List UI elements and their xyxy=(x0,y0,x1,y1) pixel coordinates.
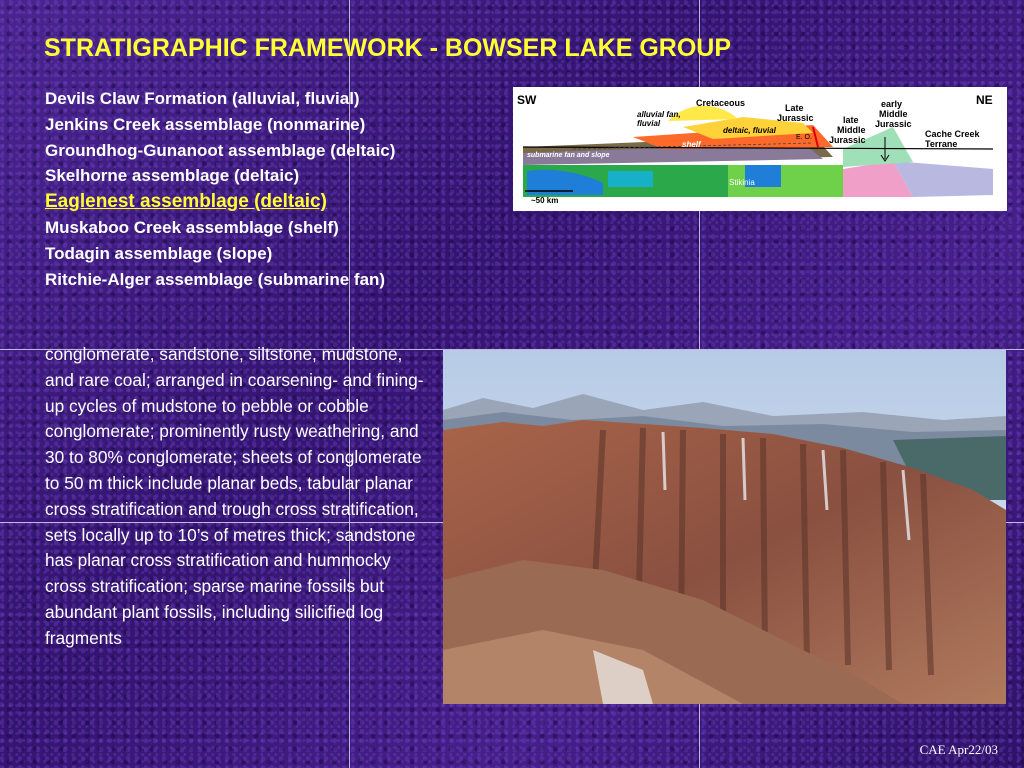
cs-label-shelf: shelf xyxy=(682,140,701,149)
unit-item: Todagin assemblage (slope) xyxy=(45,243,273,263)
unit-description: conglomerate, sandstone, siltstone, mudstone, and rare coal; arranged in coarsening- and fining-up cycles of mudstone to pebble or cobble conglomerate; prominently rusty weathering, and 30 to 80% conglomerate; sheets of conglomerate to 50 m thick include planar beds, tabular planar cross stratification and trough cross stratification, sets locally up to 10’s of metres thick; sandstone has planar cross stratification and hummocky cross stratification; sparse marine fossils but abundant plant fossils, including silicified log fragments xyxy=(45,344,424,648)
cs-label-stikinia: Stikinia xyxy=(729,178,755,187)
unit-item: Muskaboo Creek assemblage (shelf) xyxy=(45,217,339,237)
cs-label-late-mid: Middle xyxy=(837,125,866,135)
cs-label-ne: NE xyxy=(976,93,993,107)
cs-label-terrane: Terrane xyxy=(925,139,958,149)
cs-label-early-mid: early xyxy=(881,99,903,109)
slide-title: STRATIGRAPHIC FRAMEWORK - BOWSER LAKE GROUP xyxy=(44,34,732,62)
cs-label-deltaic: deltaic, fluvial xyxy=(723,126,776,135)
cs-label-fluvial: fluvial xyxy=(637,119,661,128)
cs-label-cretaceous: Cretaceous xyxy=(696,98,746,108)
unit-list xyxy=(45,86,395,292)
cs-label-submarine: submarine fan and slope xyxy=(527,152,610,159)
cs-label-cache-creek: Cache Creek xyxy=(925,129,980,139)
unit-item: Jenkins Creek assemblage (nonmarine) xyxy=(45,114,366,134)
footer-date: CAE Apr22/03 xyxy=(919,742,998,757)
cross-section-diagram xyxy=(513,87,1007,211)
outcrop-photo xyxy=(443,350,1006,704)
cs-label-eo: E. O. xyxy=(796,134,812,141)
cs-label-late: Late xyxy=(785,103,804,113)
cs-label-alluvial: alluvial fan, xyxy=(637,110,681,119)
unit-item: Skelhorne assemblage (deltaic) xyxy=(45,166,300,186)
unit-item-highlighted[interactable]: Eaglenest assemblage (deltaic) xyxy=(45,191,327,213)
cs-label-late-mid: Jurassic xyxy=(829,135,866,145)
cs-label-jurassic: Jurassic xyxy=(777,113,814,123)
cs-label-early-mid: Middle xyxy=(879,109,908,119)
unit-item: Devils Claw Formation (alluvial, fluvial) xyxy=(45,89,360,108)
unit-item: Ritchie-Alger assemblage (submarine fan) xyxy=(45,269,386,289)
cs-label-early-mid: Jurassic xyxy=(875,119,912,129)
cs-label-sw: SW xyxy=(517,93,537,107)
unit-item: Groundhog-Gunanoot assemblage (deltaic) xyxy=(45,140,396,160)
cs-label-scale: ~50 km xyxy=(531,196,559,205)
cs-label-late-mid: late xyxy=(843,115,859,125)
